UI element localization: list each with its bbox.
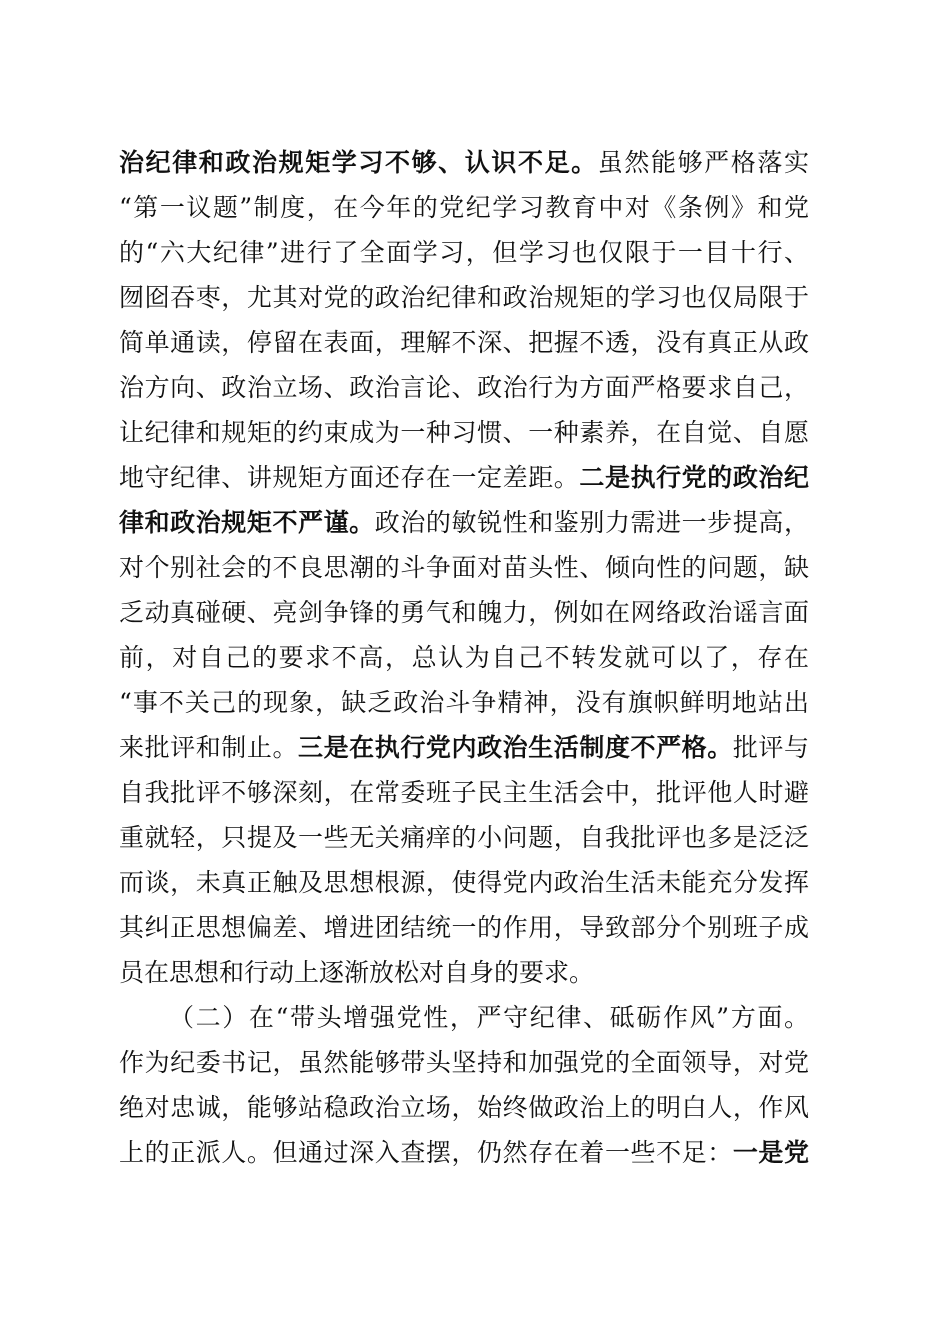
text-line xyxy=(119,275,809,320)
text-segment: 来批评和制止。 xyxy=(119,733,299,762)
text-segment: “第一议题”制度，在今年的党纪学习教育中对《条例》和党 xyxy=(119,193,809,222)
text-segment: 让纪律和规矩的约束成为一种习惯、一种素养，在自觉、自愿 xyxy=(119,418,809,447)
text-line xyxy=(119,995,809,1040)
text-segment: 前，对自己的要求不高，总认为自己不转发就可以了，存在 xyxy=(119,643,809,672)
bold-text-segment: 二是执行党的政治纪 xyxy=(579,463,809,492)
text-segment: “事不关己的现象，缺乏政治斗争精神，没有旗帜鲜明地站出 xyxy=(119,688,809,717)
text-line xyxy=(119,140,809,185)
text-segment: 而谈，未真正触及思想根源，使得党内政治生活未能充分发挥 xyxy=(119,868,809,897)
document-page xyxy=(119,140,809,1175)
text-segment: 批评与 xyxy=(732,733,809,762)
text-line xyxy=(119,1040,809,1085)
text-line xyxy=(119,815,809,860)
text-line xyxy=(119,635,809,680)
text-segment: 绝对忠诚，能够站稳政治立场，始终做政治上的明白人，作风 xyxy=(119,1093,809,1122)
text-line xyxy=(119,950,809,995)
bold-text-segment: 治纪律和政治规矩学习不够、认识不足。 xyxy=(119,148,598,177)
text-segment: 其纠正思想偏差、增进团结统一的作用，导致部分个别班子成 xyxy=(119,913,809,942)
text-segment: 政治的敏锐性和鉴别力需进一步提高， xyxy=(374,508,809,537)
text-line xyxy=(119,455,809,500)
text-line xyxy=(119,905,809,950)
bold-text-segment: 三是在执行党内政治生活制度不严格。 xyxy=(298,733,733,762)
text-segment: 地守纪律、讲规矩方面还存在一定差距。 xyxy=(119,463,580,492)
text-segment: 重就轻，只提及一些无关痛痒的小问题，自我批评也多是泛泛 xyxy=(119,823,809,852)
text-line xyxy=(119,545,809,590)
text-segment: 作为纪委书记，虽然能够带头坚持和加强党的全面领导，对党 xyxy=(119,1048,809,1077)
text-segment: 员在思想和行动上逐渐放松对自身的要求。 xyxy=(119,958,595,987)
text-line xyxy=(119,680,809,725)
text-segment: 对个别社会的不良思潮的斗争面对苗头性、倾向性的问题，缺 xyxy=(119,553,809,582)
text-line xyxy=(119,500,809,545)
text-line xyxy=(119,1085,809,1130)
text-line xyxy=(119,1130,809,1175)
text-segment: 治方向、政治立场、政治言论、政治行为方面严格要求自己， xyxy=(119,373,809,402)
text-segment: 的“六大纪律”进行了全面学习，但学习也仅限于一目十行、 xyxy=(119,238,809,267)
text-line xyxy=(119,590,809,635)
bold-text-segment: 律和政治规矩不严谨。 xyxy=(119,508,375,537)
text-segment: 囫囵吞枣，尤其对党的政治纪律和政治规矩的学习也仅局限于 xyxy=(119,283,809,312)
text-segment: 自我批评不够深刻，在常委班子民主生活会中，批评他人时避 xyxy=(119,778,809,807)
text-line xyxy=(119,365,809,410)
text-segment: （二）在“带头增强党性，严守纪律、砥砺作风”方面。 xyxy=(169,1003,809,1032)
text-line xyxy=(119,185,809,230)
bold-text-segment: 一是党 xyxy=(732,1138,809,1167)
text-line xyxy=(119,725,809,770)
text-segment: 虽然能够严格落实 xyxy=(597,148,809,177)
text-segment: 乏动真碰硬、亮剑争锋的勇气和魄力，例如在网络政治谣言面 xyxy=(119,598,809,627)
text-line xyxy=(119,320,809,365)
text-segment: 简单通读，停留在表面，理解不深、把握不透，没有真正从政 xyxy=(119,328,809,357)
text-segment: 上的正派人。但通过深入查摆，仍然存在着一些不足： xyxy=(119,1138,733,1167)
text-line xyxy=(119,860,809,905)
text-line xyxy=(119,230,809,275)
text-line xyxy=(119,770,809,815)
text-line xyxy=(119,410,809,455)
